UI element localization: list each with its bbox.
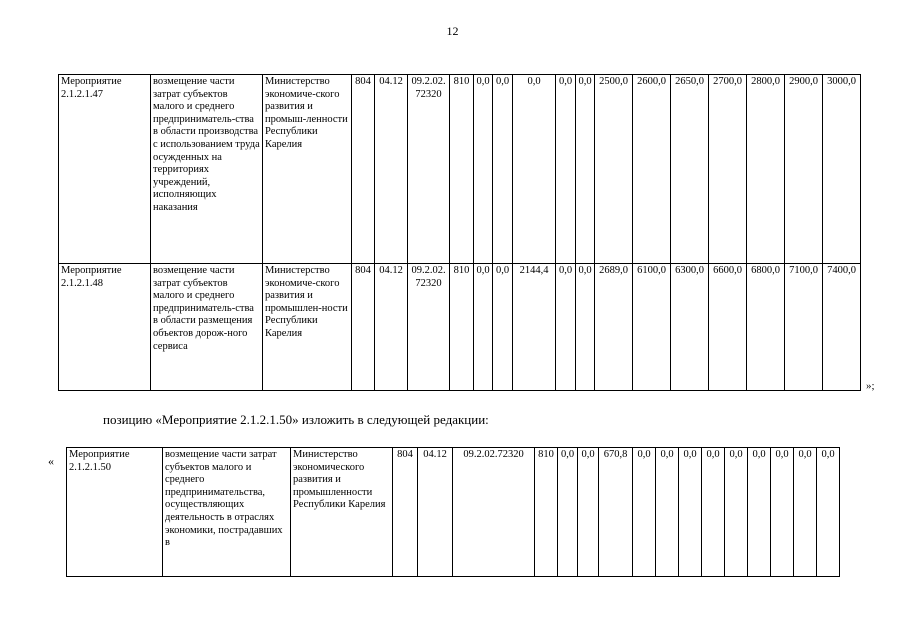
rzpr-cell: 04.12	[375, 75, 408, 264]
rzpr-cell: 04.12	[418, 448, 453, 577]
vr-cell: 810	[535, 448, 558, 577]
vr-cell: 810	[450, 264, 474, 391]
value-cell: 0,0	[474, 75, 493, 264]
value-cell: 0,0	[578, 448, 599, 577]
value-cell: 2689,0	[595, 264, 633, 391]
value-cell: 0,0	[748, 448, 771, 577]
csr-cell: 09.2.02. 72320	[408, 264, 450, 391]
value-cell: 2144,4	[513, 264, 556, 391]
table-row	[67, 448, 840, 577]
value-cell: 2700,0	[709, 75, 747, 264]
value-cell: 0,0	[576, 264, 595, 391]
value-cell: 7100,0	[785, 264, 823, 391]
executor-cell: Министерство экономиче-ского развития и промышлен-ности Республики Карелия	[263, 264, 352, 391]
value-cell: 0,0	[794, 448, 817, 577]
program-table-1	[58, 74, 861, 391]
vr-cell: 810	[450, 75, 474, 264]
rzpr-cell: 04.12	[375, 264, 408, 391]
value-cell: 0,0	[556, 75, 576, 264]
grbs-cell: 804	[393, 448, 418, 577]
amendment-instruction: позицию «Мероприятие 2.1.2.1.50» изложить в следующей редакции:	[103, 412, 489, 427]
value-cell: 0,0	[725, 448, 748, 577]
value-cell: 0,0	[702, 448, 725, 577]
description-cell: возмещение части затрат субъектов малого и среднего предприниматель-ства в области производства с использованием труда осужденных на территориях учреждений, исполняющих наказания	[151, 75, 263, 264]
value-cell: 0,0	[679, 448, 702, 577]
value-cell: 0,0	[493, 264, 513, 391]
value-cell: 2500,0	[595, 75, 633, 264]
measure-cell: Мероприятие 2.1.2.1.47	[59, 75, 151, 264]
value-cell: 0,0	[817, 448, 840, 577]
opening-quote-mark: «	[48, 454, 54, 468]
value-cell: 0,0	[513, 75, 556, 264]
value-cell: 2600,0	[633, 75, 671, 264]
value-cell: 7400,0	[823, 264, 861, 391]
executor-cell: Министерство экономического развития и промышленности Республики Карелия	[291, 448, 393, 577]
csr-cell: 09.2.02. 72320	[408, 75, 450, 264]
value-cell: 0,0	[558, 448, 578, 577]
value-cell: 0,0	[656, 448, 679, 577]
description-cell: возмещение части затрат субъектов малого и среднего предприниматель-ства в области размещения объектов дорож-ного сервиса	[151, 264, 263, 391]
csr-cell: 09.2.02.72320	[453, 448, 535, 577]
value-cell: 0,0	[633, 448, 656, 577]
value-cell: 6800,0	[747, 264, 785, 391]
value-cell: 0,0	[556, 264, 576, 391]
value-cell: 0,0	[771, 448, 794, 577]
value-cell: 6600,0	[709, 264, 747, 391]
value-cell: 6300,0	[671, 264, 709, 391]
grbs-cell: 804	[352, 264, 375, 391]
closing-quote-mark: »;	[866, 380, 875, 392]
value-cell: 2650,0	[671, 75, 709, 264]
program-table-2	[66, 447, 840, 577]
grbs-cell: 804	[352, 75, 375, 264]
value-cell: 2900,0	[785, 75, 823, 264]
table-row	[59, 264, 861, 391]
value-cell: 0,0	[474, 264, 493, 391]
value-cell: 3000,0	[823, 75, 861, 264]
value-cell: 0,0	[493, 75, 513, 264]
executor-cell: Министерство экономиче-ского развития и промыш-ленности Республики Карелия	[263, 75, 352, 264]
table-row	[59, 75, 861, 264]
measure-cell: Мероприятие 2.1.2.1.48	[59, 264, 151, 391]
description-cell: возмещение части затрат субъектов малого и среднего предпринимательства, осуществляющих деятельность в отраслях экономики, пострадавших в	[163, 448, 291, 577]
measure-cell: Мероприятие 2.1.2.1.50	[67, 448, 163, 577]
page-number: 12	[446, 24, 459, 38]
value-cell: 2800,0	[747, 75, 785, 264]
value-cell: 0,0	[576, 75, 595, 264]
value-cell: 6100,0	[633, 264, 671, 391]
value-cell: 670,8	[599, 448, 633, 577]
